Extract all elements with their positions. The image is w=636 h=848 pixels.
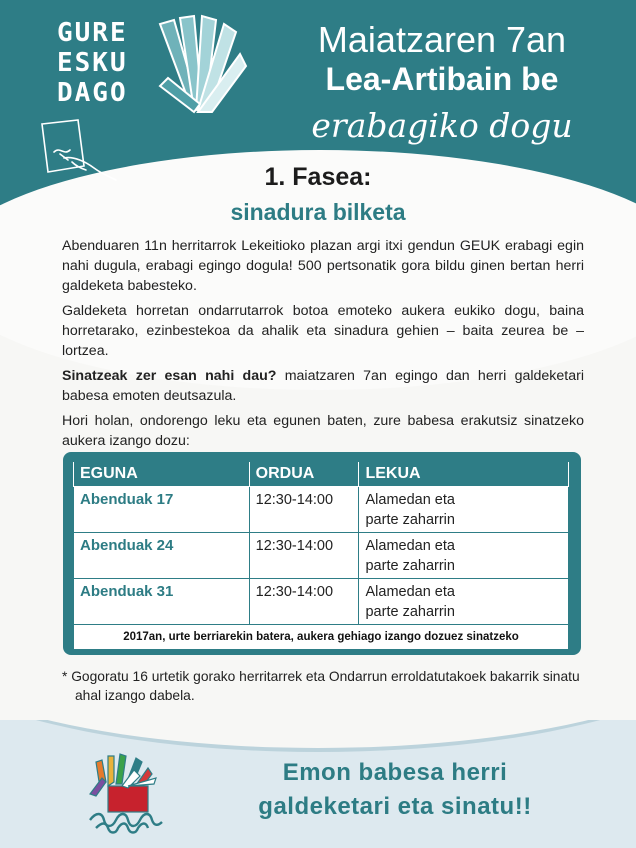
cell-place <box>359 533 569 579</box>
cell-day: Abenduak 24 <box>74 533 250 579</box>
paragraph: Galdeketa horretan ondarrutarrok botoa emoteko aukera eukiko dogu, baina horretarako, ezinbestekoa da ahalik eta sinadura gehien – baita zeurea be –lortzea. <box>62 303 584 359</box>
place-line: Alamedan eta <box>365 538 455 554</box>
table-footer-note: 2017an, urte berriarekin batera, aukera gehiago izango dozuez sinatzeko <box>74 625 569 650</box>
body-text <box>62 236 584 456</box>
cell-time: 12:30-14:00 <box>249 533 359 579</box>
table-header-row <box>74 462 569 487</box>
schedule-table <box>73 462 569 650</box>
place-line: parte zaharrin <box>365 512 455 528</box>
gure-esku-dago-logo <box>57 18 143 108</box>
cell-day: Abenduak 31 <box>74 579 250 625</box>
cell-time: 12:30-14:00 <box>249 579 359 625</box>
table-row <box>74 533 569 579</box>
logo-line: GURE <box>57 18 128 48</box>
question-bold: Sinatzeak zer esan nahi dau? <box>62 368 277 384</box>
table-footer-row <box>74 625 569 650</box>
question-answer: maiatzaren 7an egingo dan herri galdeketari babesa emoten deutsazula. <box>62 368 584 404</box>
logo-line: ESKU <box>57 48 128 78</box>
column-header-time: ORDUA <box>249 462 359 487</box>
place-line: Alamedan eta <box>365 492 455 508</box>
place-line: parte zaharrin <box>365 604 455 620</box>
cell-place <box>359 487 569 533</box>
footnote: * Gogoratu 16 urtetik gorako herritarrek eta Ondarrun erroldatutakoek bakarrik sinatu ahal izango dabela. <box>62 669 580 703</box>
title-line-2: Lea-Artibain be <box>325 61 559 97</box>
cell-place <box>359 579 569 625</box>
footer-slogan <box>190 756 600 824</box>
hands-ballot-box-icon <box>82 748 178 834</box>
phase-subtitle: sinadura bilketa <box>230 199 406 225</box>
slogan-line: galdeketari eta sinatu!! <box>258 793 532 820</box>
paragraph: Abenduaren 11n herritarrok Lekeitioko plazan argi itxi gendun GEUK erabagi egin nahi dugula, erabagi egingo dogula! 500 pertsonatik gora bildu ginen bertan herri galdeketa babesteko. <box>62 238 584 294</box>
title-line-3: erabagiko dogu <box>311 106 573 145</box>
paragraph: Hori holan, ondorengo leku eta egunen baten, zure babesa erakutsiz sinatzeko aukera izango dozu: <box>62 413 584 449</box>
place-line: Alamedan eta <box>365 584 455 600</box>
title-line-1: Maiatzaren 7an <box>317 19 567 60</box>
table-row <box>74 487 569 533</box>
paragraph <box>62 366 584 406</box>
logo-line: DAGO <box>57 78 128 108</box>
table-row <box>74 579 569 625</box>
cell-time: 12:30-14:00 <box>249 487 359 533</box>
slogan-line: Emon babesa herri <box>282 759 508 786</box>
header-title <box>262 20 622 150</box>
ballot-fan-icon <box>140 14 250 124</box>
place-line: parte zaharrin <box>365 558 455 574</box>
cell-day: Abenduak 17 <box>74 487 250 533</box>
phase-title: 1. Fasea: <box>264 163 372 191</box>
column-header-day: EGUNA <box>74 462 250 487</box>
column-header-place: LEKUA <box>359 462 569 487</box>
